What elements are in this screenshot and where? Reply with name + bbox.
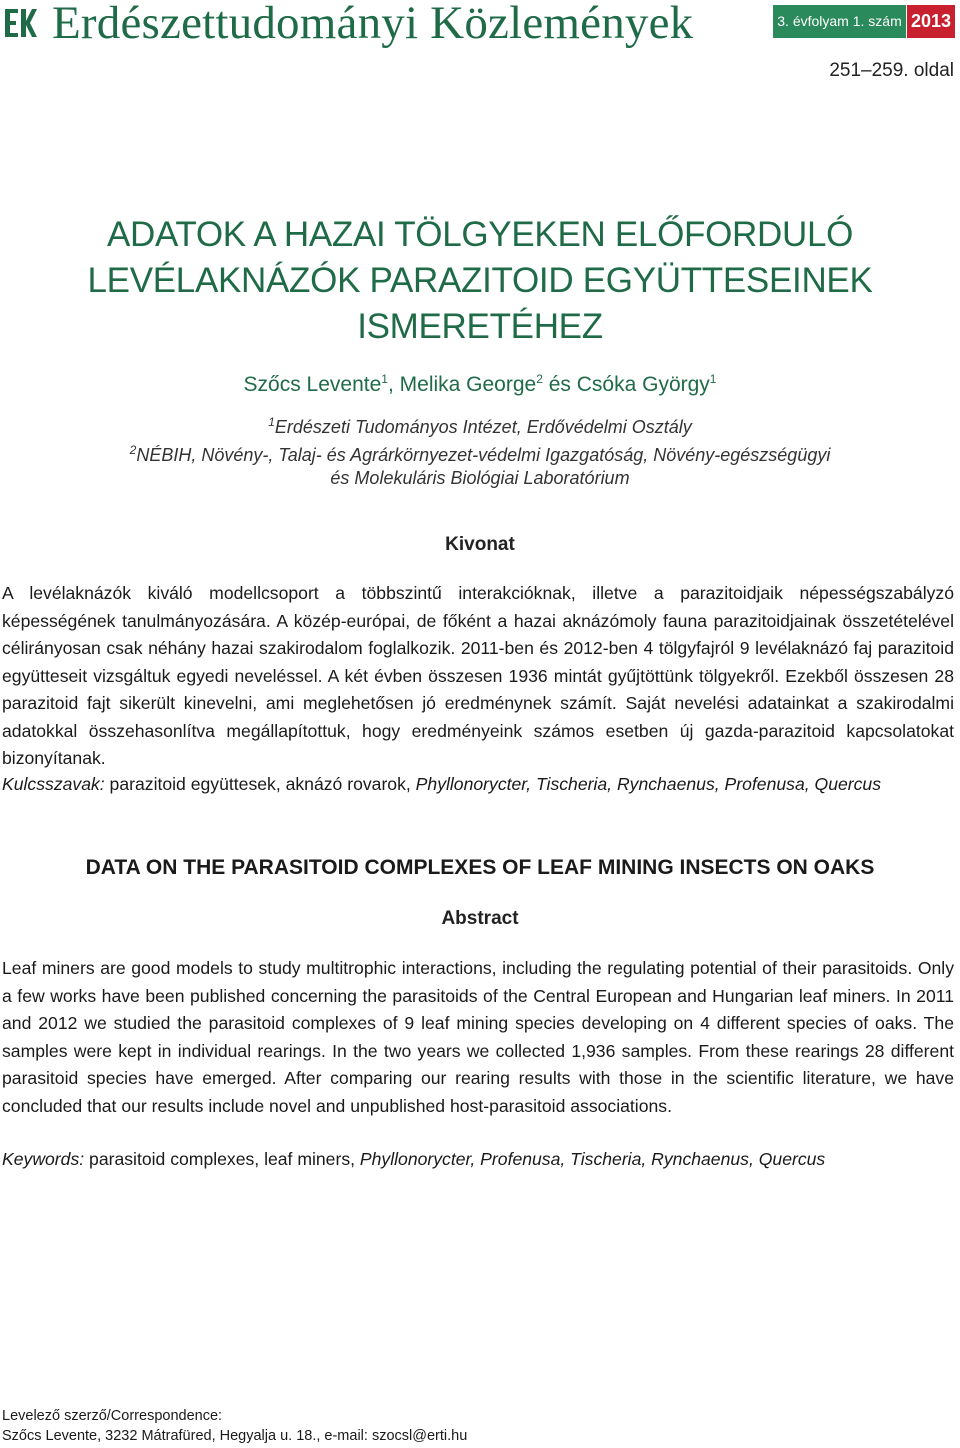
- volume-badge: 3. évfolyam 1. szám: [773, 5, 906, 38]
- author-affiliation-mark: 2: [536, 372, 543, 386]
- journal-header: [0, 0, 960, 48]
- affiliation-2-continued: és Molekuláris Biológiai Laboratórium: [330, 468, 630, 488]
- author-separator: ,: [387, 373, 400, 396]
- correspondence-details: Szőcs Levente, 3232 Mátrafüred, Hegyalja u. 18., e-mail: szocsl@erti.hu: [2, 1428, 468, 1444]
- journal-title: Erdészettudományi Közlemények: [52, 0, 694, 49]
- author-name: Szőcs Levente: [243, 373, 382, 396]
- correspondence-label: Levelező szerző/Correspondence:: [2, 1408, 223, 1424]
- kulcsszavak-taxa: Phyllonorycter, Tischeria, Rynchaenus, Profenusa, Quercus: [415, 774, 881, 794]
- kivonat-body: A levélaknázók kiváló modellcsoport a többszintű interakcióknak, illetve a parazitoidjaik népességszabályzó képességének tanulmányozására. A közép-európai, de főként a hazai aknázómoly fauna parazitoidjainak összetételével célirányosan csak néhány hazai szakirodalom foglalkozik. 2011-ben és 2012-ben 4 tölgyfajról 9 levélaknázó faj parazitoid együtteseit vizsgáltuk egyedi neveléssel. A két évben összesen 1936 mintát gyűjtöttünk tölgyekről. Ezekből összesen 28 parazitoid fajt sikerült kinevelni, ami meglehetősen jó eredménynek számít. Saját nevelési adatainkat a szakirodalmi adatokkal összehasonlítva megállapítottuk, hogy eredményeink számos esetben új gazda-parazitoid kapcsolatokat bizonyítanak.: [2, 583, 954, 768]
- ek-monogram-logo-icon: [3, 5, 37, 41]
- page-range: 251–259. oldal: [829, 60, 954, 81]
- article-title: [0, 212, 960, 350]
- author-affiliation-mark: 1: [709, 372, 717, 386]
- author-name: Csóka György: [576, 373, 710, 396]
- affiliation-mark: 1: [268, 415, 275, 429]
- author-affiliation-mark: 1: [381, 372, 388, 386]
- affiliation-mark: 2: [129, 443, 137, 457]
- kulcsszavak-label: Kulcsszavak:: [2, 774, 105, 794]
- author-separator: és: [542, 373, 577, 396]
- affiliation-text: Erdészeti Tudományos Intézet, Erdővédelmi Osztály: [274, 417, 692, 437]
- kulcsszavak-plain: parazitoid együttesek, aknázó rovarok,: [104, 774, 416, 794]
- article-title-line-3: ISMERETÉHEZ: [357, 307, 603, 346]
- kulcsszavak: [2, 774, 954, 795]
- keywords-taxa: Phyllonorycter, Profenusa, Tischeria, Rynchaenus, Quercus: [359, 1149, 826, 1169]
- keywords: [2, 1149, 954, 1170]
- abstract-heading: Abstract: [441, 908, 519, 929]
- keywords-label: Keywords:: [2, 1149, 85, 1169]
- affiliation-text: NÉBIH, Növény-, Talaj- és Agrárkörnyezet-védelmi Igazgatóság, Növény-egészségügyi: [136, 445, 831, 465]
- author-list: [0, 372, 960, 397]
- article-title-line-1: ADATOK A HAZAI TÖLGYEKEN ELŐFORDULÓ: [106, 215, 854, 254]
- article-title-line-2: LEVÉLAKNÁZÓK PARAZITOID EGYÜTTESEINEK: [87, 261, 873, 300]
- english-title: DATA ON THE PARASITOID COMPLEXES OF LEAF MINING INSECTS ON OAKS: [85, 856, 875, 879]
- abstract-body: Leaf miners are good models to study multitrophic interactions, including the regulating potential of their parasitoids. Only a few works have been published concerning the parasitoids of the Central European and Hungarian leaf miners. In 2011 and 2012 we studied the parasitoid complexes of 9 leaf mining species developing on 4 different species of oaks. The samples were kept in individual rearings. In the two years we collected 1,936 samples. From these rearings 28 different parasitoid species have emerged. After comparing our rearing results with those in the scientific literature, we have concluded that our results include novel and unpublished host-parasitoid associations.: [2, 958, 954, 1116]
- keywords-plain: parasitoid complexes, leaf miners,: [84, 1149, 360, 1169]
- kivonat-heading: Kivonat: [445, 534, 515, 555]
- author-name: Melika George: [399, 373, 537, 396]
- year-badge: 2013: [907, 5, 955, 38]
